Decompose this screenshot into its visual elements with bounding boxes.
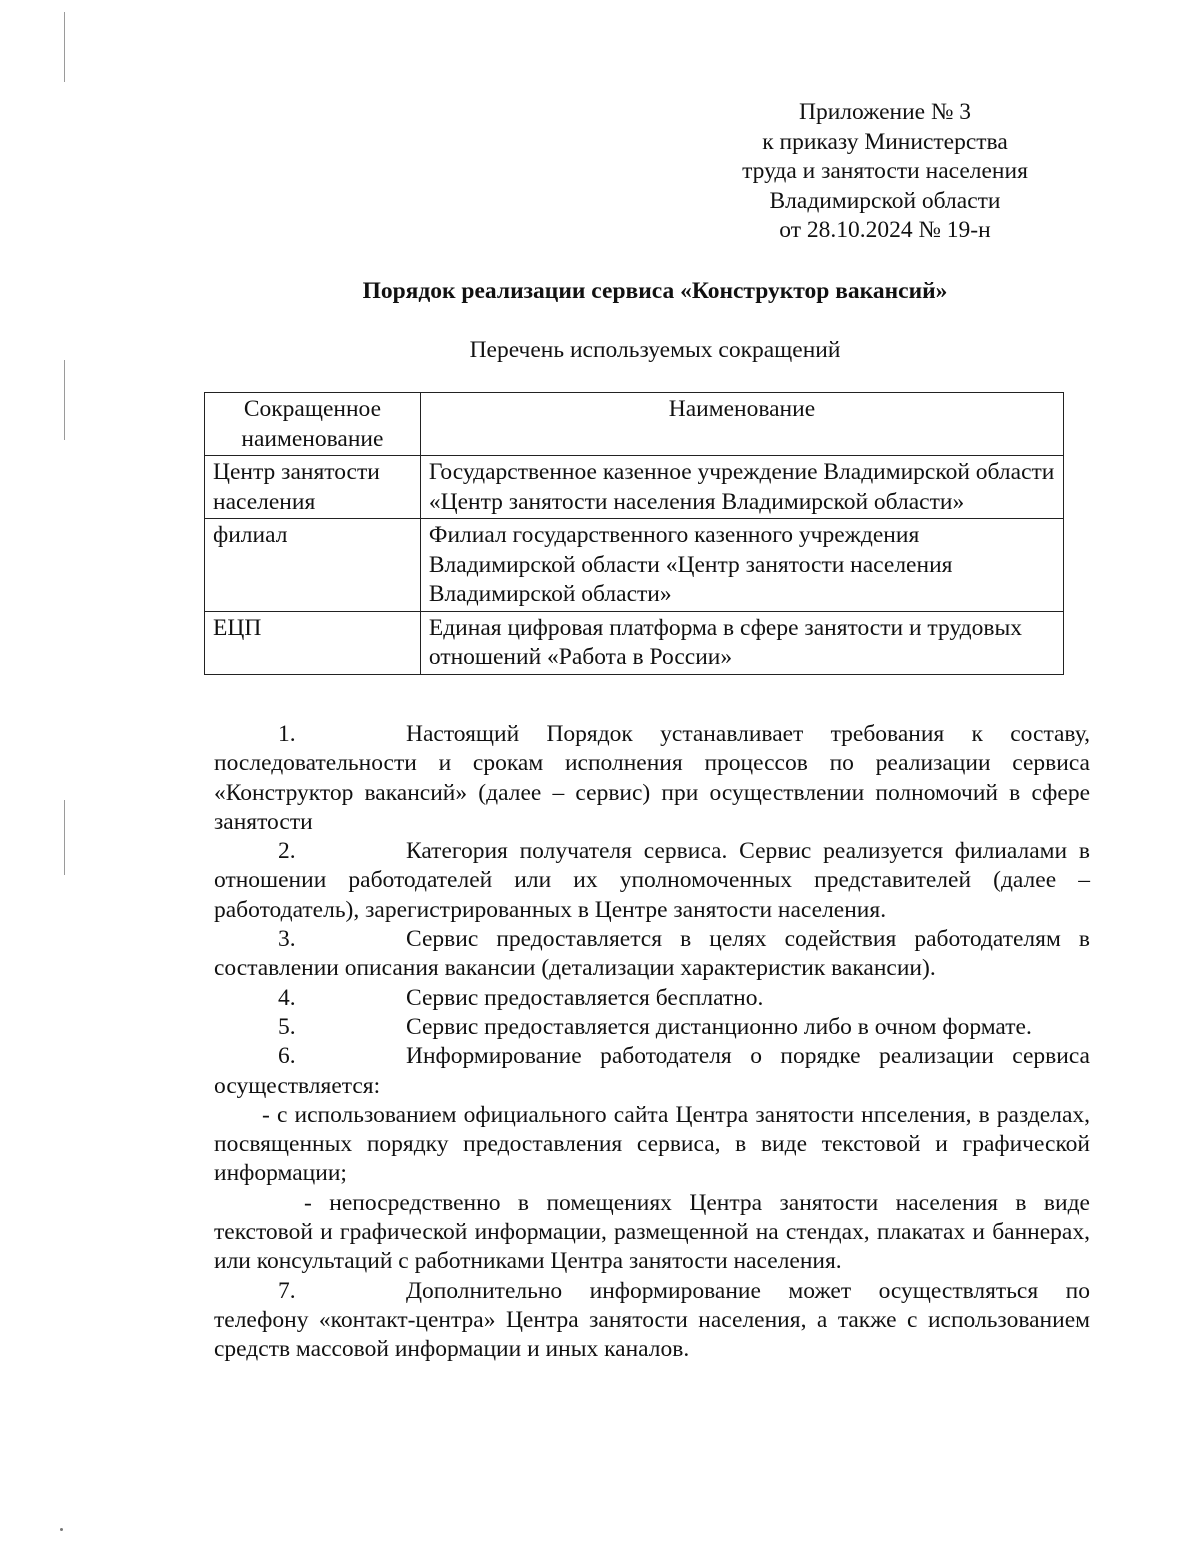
numbered-paragraph xyxy=(214,1042,1090,1101)
paragraph-text: Настоящий Порядок устанавливает требования к составу, последовательности и срокам исполнения процессов по реализации сервиса «Конструктор вакансий» (далее – сервис) при осуществлении полномочий в сфере занятости xyxy=(214,721,1090,835)
paragraph-text: Дополнительно информирование может осуществляться по телефону «контакт-центра» Центра занятости населения, а также с использованием средств массовой информации и иных каналов. xyxy=(214,1277,1090,1363)
document-body xyxy=(214,720,1090,1365)
approval-line: от 28.10.2024 № 19-н xyxy=(779,217,991,243)
approval-line: к приказу Министерства xyxy=(762,128,1008,155)
paragraph-text: Информирование работодателя о порядке реализации сервиса осуществляется: xyxy=(214,1043,1090,1099)
approval-line: труда и занятости населения xyxy=(742,158,1028,184)
abbreviations-table xyxy=(204,392,1064,675)
numbered-paragraph xyxy=(214,837,1090,925)
table-row xyxy=(205,456,1064,519)
scan-artifact xyxy=(64,12,65,82)
header-short-name: Сокращенное наименование xyxy=(205,393,421,456)
paragraph-number: 1. xyxy=(278,721,296,747)
abbr-full-cell: Государственное казенное учреждение Владимирской области «Центр занятости населения Владимирской области» xyxy=(420,456,1063,519)
abbr-full-cell: Единая цифровая платформа в сфере занятости и трудовых отношений «Работа в России» xyxy=(420,611,1063,674)
paragraph-number: 7. xyxy=(278,1277,296,1304)
paragraph-number: 6. xyxy=(278,1043,296,1070)
table-header-row xyxy=(205,393,1064,456)
abbr-short-cell: ЕЦП xyxy=(205,611,421,674)
scan-artifact xyxy=(64,360,65,440)
paragraph-text: Сервис предоставляется дистанционно либо в очном формате. xyxy=(406,1013,1032,1040)
paragraph-text: Сервис предоставляется бесплатно. xyxy=(406,984,764,1011)
bullet-paragraph: - непосредственно в помещениях Центра занятости населения в виде текстовой и графической информации, размещенной на стендах, плакатах и баннерах, или консультаций с работниками Центра занятости населения. xyxy=(214,1189,1090,1275)
paragraph-number: 2. xyxy=(278,838,296,865)
document-title: Порядок реализации сервиса «Конструктор вакансий» xyxy=(362,278,948,304)
abbr-short-cell: филиал xyxy=(205,519,421,612)
numbered-paragraph xyxy=(214,720,1090,837)
numbered-paragraph xyxy=(214,984,1090,1013)
paragraph-number: 5. xyxy=(278,1013,296,1040)
numbered-paragraph xyxy=(214,1277,1090,1365)
abbreviations-heading: Перечень используемых сокращений xyxy=(469,337,841,363)
paragraph-text: Сервис предоставляется в целях содействия работодателям в составлении описания вакансии (детализации характеристик вакансии). xyxy=(214,926,1090,982)
header-full-name: Наименование xyxy=(420,393,1063,456)
paragraph-number: 4. xyxy=(278,984,296,1011)
table-row xyxy=(205,519,1064,612)
abbr-short-cell: Центр занятости населения xyxy=(205,456,421,519)
paragraph-text: Категория получателя сервиса. Сервис реализуется филиалами в отношении работодателей или их уполномоченных представителей (далее – работодатель), зарегистрированных в Центре занятости населения. xyxy=(214,838,1090,923)
numbered-paragraph xyxy=(214,1013,1090,1042)
bullet-paragraph: - с использованием официального сайта Центра занятости нпселения, в разделах, посвященных порядку предоставления сервиса, в виде текстовой и графической информации; xyxy=(214,1101,1090,1187)
approval-line: Приложение № 3 xyxy=(798,99,972,125)
abbr-full-cell: Филиал государственного казенного учреждения Владимирской области «Центр занятости населения Владимирской области» xyxy=(420,519,1063,612)
approval-block xyxy=(700,98,1070,246)
scan-artifact xyxy=(64,800,65,875)
scan-speck xyxy=(60,1528,63,1531)
paragraph-number: 3. xyxy=(278,926,296,953)
table-row xyxy=(205,611,1064,674)
numbered-paragraph xyxy=(214,925,1090,984)
approval-line: Владимирской области xyxy=(769,187,1001,214)
